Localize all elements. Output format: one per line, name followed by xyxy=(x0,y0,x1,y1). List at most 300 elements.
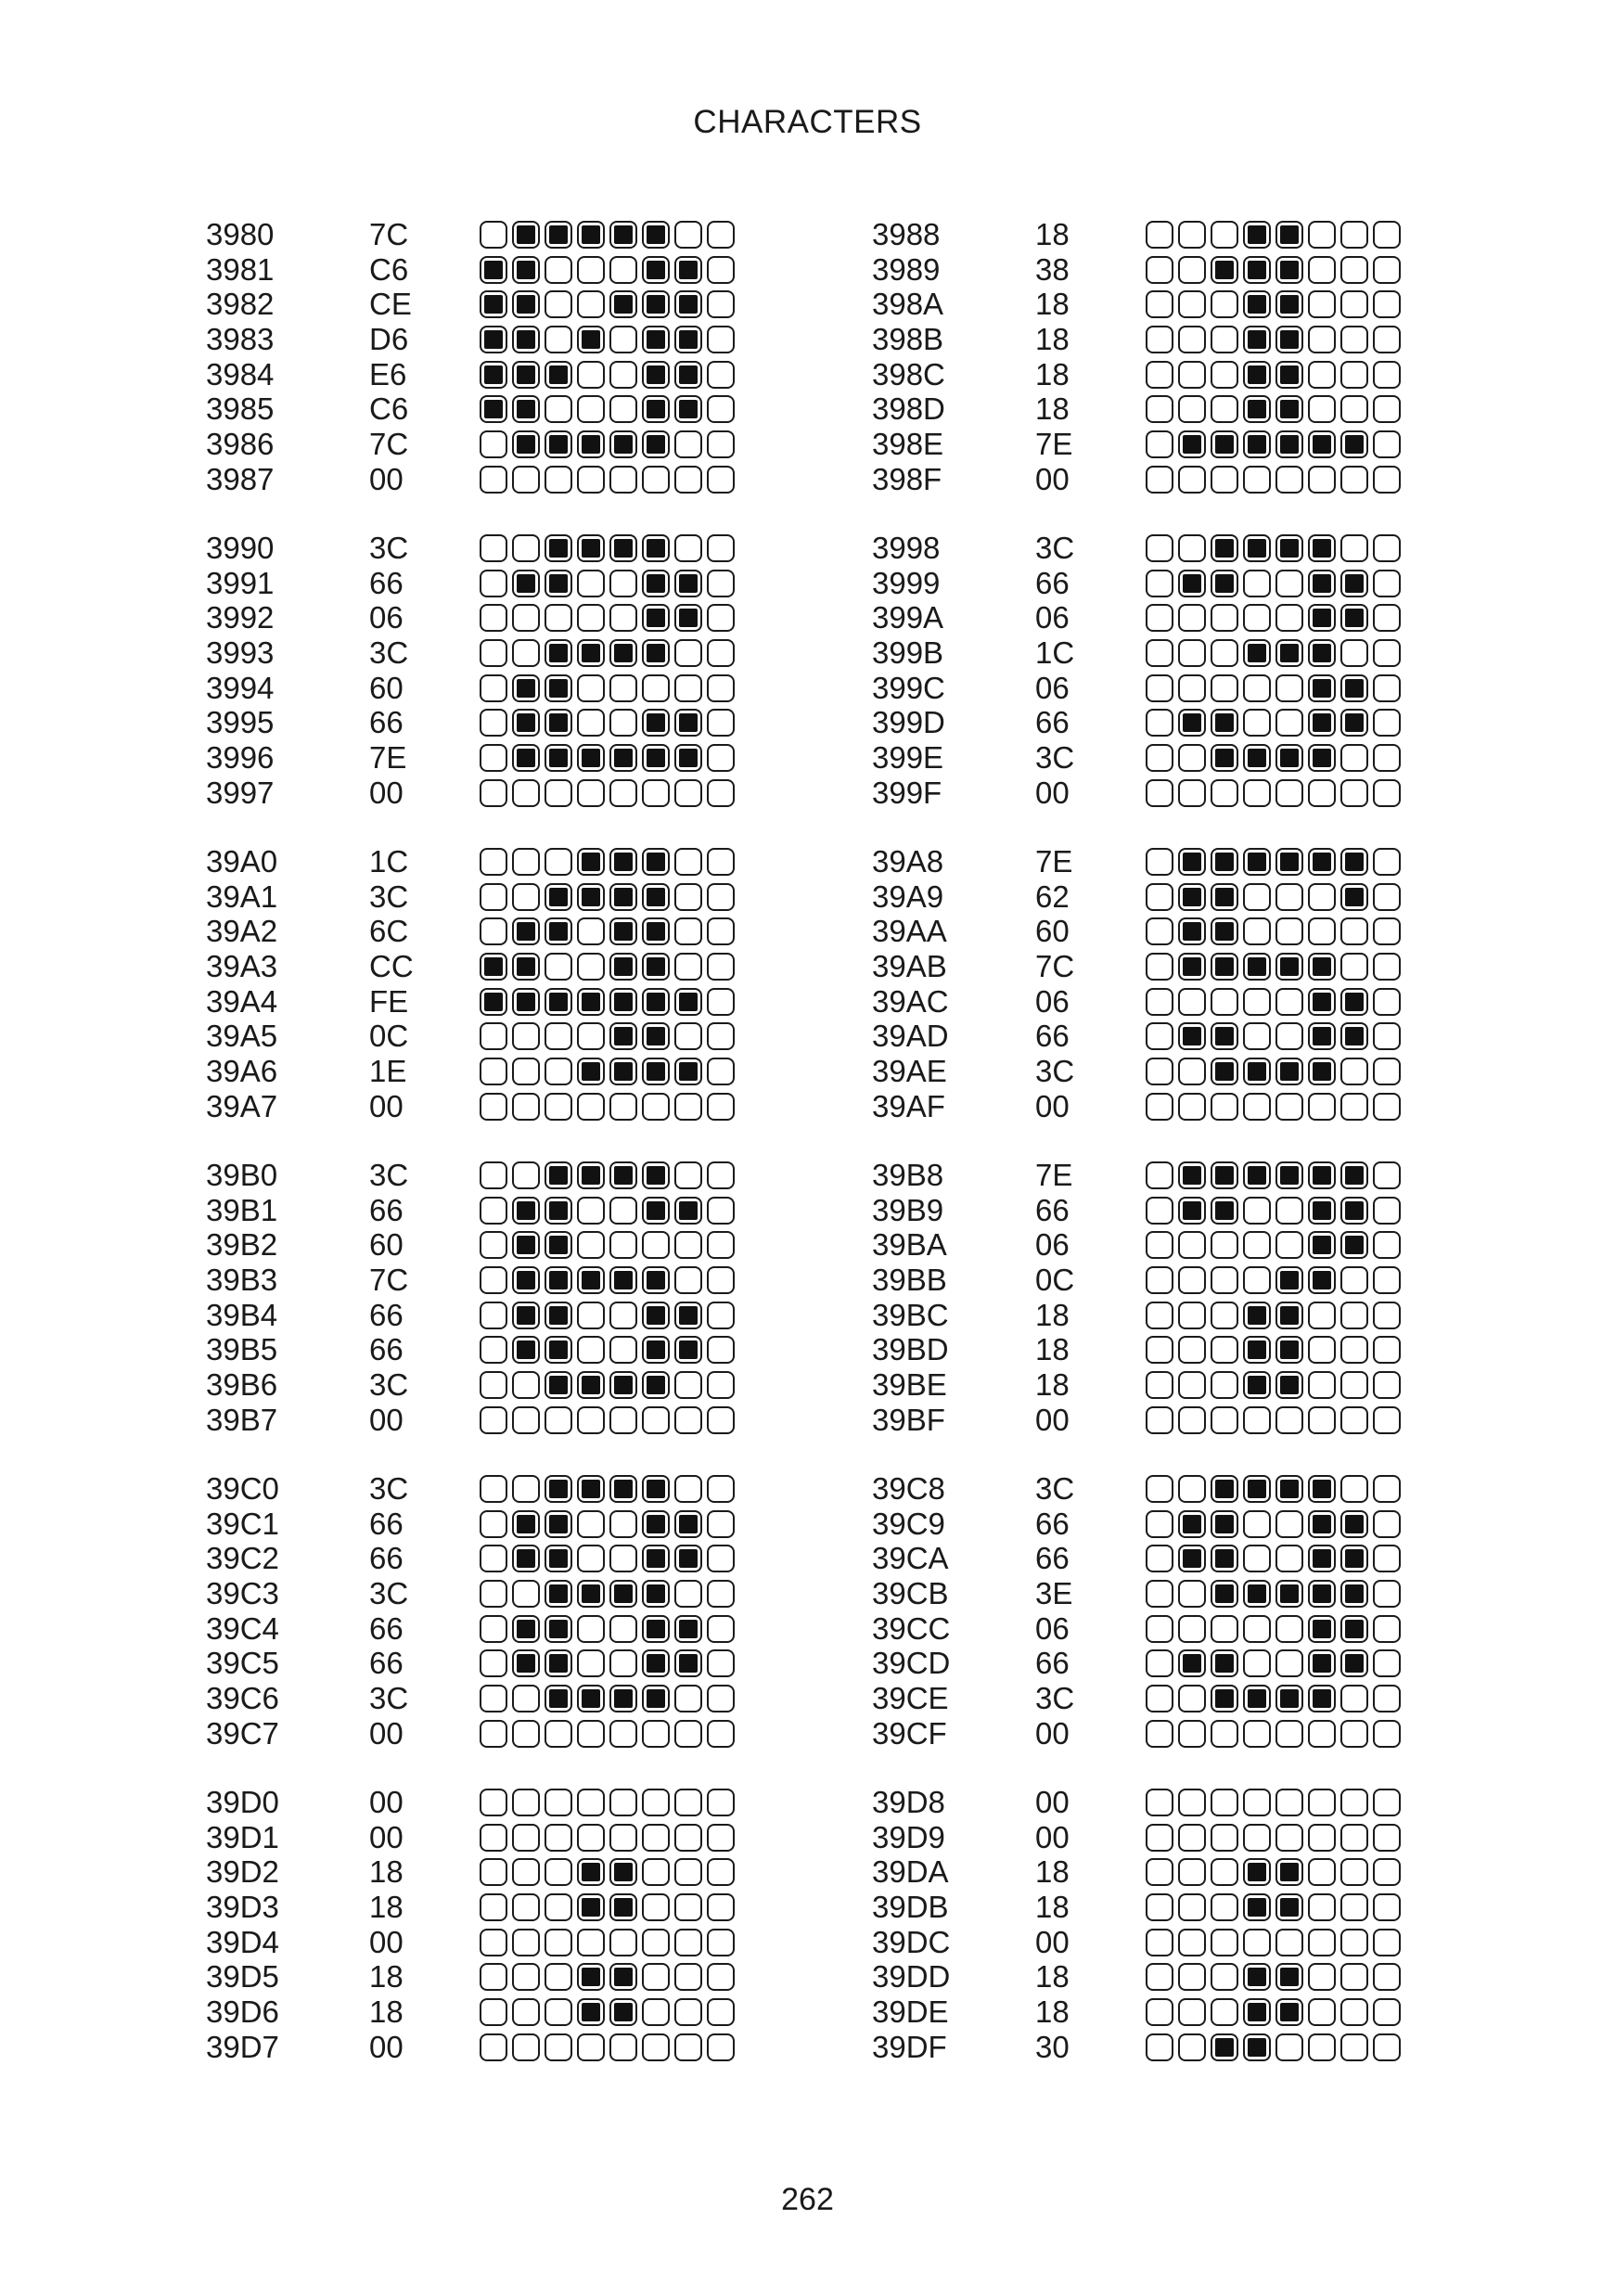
pixel-cell-off xyxy=(674,1789,702,1816)
pixel-cell-off xyxy=(1308,1371,1336,1399)
pixel-cell-off xyxy=(1178,361,1206,389)
pixel-cell-on xyxy=(1275,1058,1303,1085)
pixel-cell-off xyxy=(577,361,605,389)
pixel-cell-off xyxy=(674,883,702,911)
pixel-cell-off xyxy=(577,290,605,318)
pixel-cell-on xyxy=(1308,988,1336,1016)
pixel-cell-off xyxy=(1340,1336,1368,1364)
pixel-cell-on xyxy=(1275,326,1303,353)
pixel-cell-off xyxy=(512,1929,540,1956)
pixel-cell-off xyxy=(1373,1510,1401,1538)
pixel-cell-off xyxy=(609,1197,637,1225)
hex-value: 00 xyxy=(1035,1715,1070,1751)
hex-value: 00 xyxy=(369,1402,404,1437)
pixel-cell-off xyxy=(707,1685,735,1712)
pixel-cell-on xyxy=(609,1685,637,1712)
pixel-cell-off xyxy=(707,1231,735,1259)
pixel-cell-off xyxy=(1373,1545,1401,1572)
pixel-cell-off xyxy=(1146,779,1173,807)
pixel-cell-on xyxy=(545,570,572,597)
pixel-cell-on xyxy=(642,988,670,1016)
pixel-cell-on xyxy=(1178,917,1206,945)
pixel-cell-off xyxy=(1211,1302,1238,1329)
character-block xyxy=(206,1785,790,2063)
address-label: 3987 xyxy=(206,461,275,496)
address-label: 399B xyxy=(872,635,944,671)
pixel-cell-off xyxy=(1146,1510,1173,1538)
bitmap-row xyxy=(1146,1541,1405,1576)
pixel-cell-on xyxy=(1275,1963,1303,1991)
pixel-cell-off xyxy=(707,1266,735,1294)
pixel-cell-on xyxy=(545,1545,572,1572)
hex-value: 18 xyxy=(369,1890,404,1925)
pixel-cell-on xyxy=(1340,570,1368,597)
bitmap-row xyxy=(480,566,739,601)
bitmap-row xyxy=(1146,1959,1405,1995)
pixel-cell-off xyxy=(1373,1161,1401,1189)
bitmap-row xyxy=(1146,1890,1405,1925)
pixel-cell-off xyxy=(1243,1266,1271,1294)
hex-value: 66 xyxy=(369,1541,404,1576)
pixel-cell-on xyxy=(1178,430,1206,458)
pixel-cell-on xyxy=(1275,1580,1303,1608)
pixel-cell-on xyxy=(1211,2033,1238,2061)
address-label: 39A9 xyxy=(872,879,944,914)
pixel-cell-off xyxy=(577,256,605,284)
pixel-cell-on xyxy=(545,221,572,249)
pixel-cell-off xyxy=(707,1336,735,1364)
pixel-cell-on xyxy=(1243,1893,1271,1921)
pixel-cell-on xyxy=(512,953,540,981)
pixel-cell-on xyxy=(1308,1161,1336,1189)
pixel-cell-on xyxy=(1211,256,1238,284)
bitmap-row xyxy=(1146,2030,1405,2065)
pixel-cell-off xyxy=(1178,1093,1206,1121)
pixel-cell-on xyxy=(1308,1058,1336,1085)
pixel-cell-off xyxy=(1373,1893,1401,1921)
pixel-cell-off xyxy=(512,1858,540,1886)
pixel-cell-off xyxy=(707,326,735,353)
pixel-cell-off xyxy=(1243,604,1271,632)
pixel-cell-off xyxy=(1211,1093,1238,1121)
pixel-cell-on xyxy=(609,848,637,876)
pixel-cell-on xyxy=(1340,1580,1368,1608)
pixel-cell-off xyxy=(545,1022,572,1050)
address-label: 39D5 xyxy=(206,1959,279,1995)
bitmap-row xyxy=(480,1019,739,1054)
bitmap-row xyxy=(480,391,739,427)
pixel-cell-off xyxy=(707,1580,735,1608)
address-column xyxy=(872,1158,949,1438)
pixel-cell-on xyxy=(674,604,702,632)
pixel-cell-off xyxy=(1308,1789,1336,1816)
bitmap-row xyxy=(1146,1367,1405,1403)
pixel-cell-off xyxy=(1178,1615,1206,1643)
pixel-cell-off xyxy=(609,395,637,423)
pixel-cell-on xyxy=(1243,1302,1271,1329)
bitmap-row xyxy=(1146,776,1405,811)
pixel-cell-on xyxy=(1275,256,1303,284)
pixel-cell-off xyxy=(1340,1685,1368,1712)
pixel-cell-on xyxy=(577,430,605,458)
address-label: 3997 xyxy=(206,775,275,810)
pixel-cell-on xyxy=(609,1475,637,1503)
pixel-cell-on xyxy=(1308,1510,1336,1538)
pixel-cell-off xyxy=(1211,466,1238,494)
pixel-cell-off xyxy=(1146,326,1173,353)
address-label: 3995 xyxy=(206,705,275,740)
bitmap-row xyxy=(1146,1925,1405,1960)
pixel-cell-off xyxy=(480,1231,507,1259)
pixel-cell-on xyxy=(577,639,605,667)
bitmap-row xyxy=(1146,1193,1405,1228)
pixel-cell-off xyxy=(1308,1858,1336,1886)
pixel-cell-off xyxy=(1178,1963,1206,1991)
character-block xyxy=(872,1785,1456,2063)
pixel-cell-on xyxy=(674,1545,702,1572)
bitmap-row xyxy=(1146,879,1405,915)
pixel-cell-on xyxy=(577,848,605,876)
address-label: 3980 xyxy=(206,217,275,251)
pixel-cell-off xyxy=(1146,1685,1173,1712)
pixel-cell-off xyxy=(707,430,735,458)
character-block xyxy=(872,844,1456,1122)
pixel-cell-on xyxy=(1211,917,1238,945)
bitmap-row xyxy=(480,2030,739,2065)
pixel-cell-off xyxy=(577,570,605,597)
pixel-cell-on xyxy=(545,744,572,772)
bitmap-row xyxy=(480,322,739,357)
bitmap-row xyxy=(1146,1611,1405,1647)
pixel-cell-off xyxy=(707,2033,735,2061)
pixel-cell-off xyxy=(1211,1929,1238,1956)
pixel-cell-on xyxy=(1275,1371,1303,1399)
pixel-cell-off xyxy=(707,395,735,423)
hex-column xyxy=(1035,531,1074,811)
address-column xyxy=(206,1785,279,2065)
hex-column xyxy=(1035,1158,1074,1438)
bitmap-row xyxy=(1146,462,1405,497)
pixel-cell-off xyxy=(1340,1720,1368,1748)
pixel-cell-off xyxy=(674,1580,702,1608)
pixel-cell-off xyxy=(674,1685,702,1712)
pixel-cell-on xyxy=(1275,1161,1303,1189)
pixel-cell-off xyxy=(1211,1998,1238,2026)
address-column xyxy=(872,1471,950,1751)
pixel-cell-off xyxy=(674,1858,702,1886)
pixel-cell-off xyxy=(1308,1302,1336,1329)
pixel-cell-on xyxy=(1308,430,1336,458)
pixel-cell-on xyxy=(1243,361,1271,389)
pixel-cell-off xyxy=(1373,1406,1401,1434)
pixel-cell-on xyxy=(1243,1858,1271,1886)
pixel-cell-off xyxy=(577,1545,605,1572)
pixel-cell-off xyxy=(707,466,735,494)
address-label: 39CF xyxy=(872,1715,947,1751)
pixel-cell-on xyxy=(1178,1649,1206,1677)
pixel-cell-off xyxy=(1373,2033,1401,2061)
address-label: 39A3 xyxy=(206,949,278,984)
bitmap-row xyxy=(1146,1576,1405,1611)
pixel-cell-off xyxy=(1243,1510,1271,1538)
address-label: 39DA xyxy=(872,1854,949,1890)
address-label: 39BE xyxy=(872,1367,947,1403)
pixel-cell-on xyxy=(642,534,670,562)
pixel-cell-on xyxy=(1243,326,1271,353)
pixel-cell-on xyxy=(545,1510,572,1538)
pixel-cell-off xyxy=(1373,639,1401,667)
pixel-cell-on xyxy=(642,290,670,318)
pixel-cell-off xyxy=(1275,1093,1303,1121)
pixel-cell-off xyxy=(1178,744,1206,772)
pixel-cell-on xyxy=(1243,1580,1271,1608)
pixel-cell-off xyxy=(1340,1371,1368,1399)
address-label: 39DB xyxy=(872,1890,949,1925)
pixel-cell-off xyxy=(1146,361,1173,389)
pixel-cell-off xyxy=(1275,1406,1303,1434)
pixel-cell-on xyxy=(609,534,637,562)
pixel-cell-off xyxy=(1243,1929,1271,1956)
address-column xyxy=(206,1471,279,1751)
pixel-cell-off xyxy=(545,953,572,981)
pixel-cell-on xyxy=(1308,709,1336,737)
pixel-cell-off xyxy=(1373,1789,1401,1816)
pixel-cell-off xyxy=(545,2033,572,2061)
hex-value: 60 xyxy=(369,1227,404,1263)
pixel-cell-on xyxy=(609,1998,637,2026)
address-label: 39B9 xyxy=(872,1192,944,1227)
pixel-cell-off xyxy=(674,674,702,702)
hex-value: E6 xyxy=(369,356,407,391)
pixel-cell-off xyxy=(1340,744,1368,772)
pixel-cell-off xyxy=(1243,779,1271,807)
bitmap-row xyxy=(1146,357,1405,392)
pixel-cell-on xyxy=(545,674,572,702)
pixel-cell-off xyxy=(577,1197,605,1225)
address-label: 39BF xyxy=(872,1402,945,1437)
pixel-cell-off xyxy=(577,1510,605,1538)
pixel-cell-off xyxy=(609,604,637,632)
pixel-cell-on xyxy=(545,534,572,562)
pixel-cell-on xyxy=(1243,1475,1271,1503)
pixel-cell-off xyxy=(1146,1824,1173,1852)
address-label: 39AC xyxy=(872,983,949,1019)
pixel-cell-off xyxy=(1308,395,1336,423)
pixel-cell-on xyxy=(1243,534,1271,562)
hex-value: 18 xyxy=(1035,356,1070,391)
pixel-cell-off xyxy=(674,1475,702,1503)
pixel-cell-off xyxy=(1275,1510,1303,1538)
bitmap-row xyxy=(480,427,739,462)
pixel-cell-off xyxy=(480,430,507,458)
pixel-cell-on xyxy=(609,221,637,249)
pixel-cell-on xyxy=(609,639,637,667)
pixel-cell-on xyxy=(1308,1022,1336,1050)
address-label: 3982 xyxy=(206,287,275,322)
address-label: 39DC xyxy=(872,1924,951,1959)
pixel-cell-off xyxy=(707,1371,735,1399)
bitmap-row xyxy=(1146,984,1405,1020)
pixel-cell-off xyxy=(512,779,540,807)
bitmap-row xyxy=(1146,949,1405,984)
pixel-cell-off xyxy=(1243,466,1271,494)
pixel-cell-off xyxy=(707,674,735,702)
pixel-cell-off xyxy=(545,290,572,318)
pixel-cell-on xyxy=(1243,1685,1271,1712)
hex-value: 66 xyxy=(369,1297,404,1332)
character-block xyxy=(872,1471,1456,1750)
pixel-cell-on xyxy=(674,1058,702,1085)
pixel-cell-on xyxy=(642,1058,670,1085)
pixel-cell-off xyxy=(1146,290,1173,318)
address-label: 39D3 xyxy=(206,1890,279,1925)
pixel-cell-off xyxy=(1243,1720,1271,1748)
pixel-cell-on xyxy=(1308,1197,1336,1225)
pixel-cell-off xyxy=(1340,290,1368,318)
pixel-cell-on xyxy=(545,1302,572,1329)
pixel-cell-off xyxy=(1243,1197,1271,1225)
hex-value: 60 xyxy=(1035,914,1070,949)
pixel-cell-off xyxy=(577,1615,605,1643)
pixel-cell-on xyxy=(512,1266,540,1294)
pixel-cell-off xyxy=(1340,1929,1368,1956)
pixel-cell-off xyxy=(1373,395,1401,423)
pixel-cell-off xyxy=(707,883,735,911)
character-block xyxy=(872,531,1456,809)
pixel-cell-off xyxy=(577,1336,605,1364)
hex-value: 60 xyxy=(369,670,404,705)
hex-value: FE xyxy=(369,983,409,1019)
pixel-cell-off xyxy=(480,570,507,597)
pixel-cell-off xyxy=(707,1510,735,1538)
pixel-cell-on xyxy=(642,256,670,284)
pixel-cell-off xyxy=(707,709,735,737)
address-label: 39D0 xyxy=(206,1785,279,1819)
pixel-cell-on xyxy=(545,1266,572,1294)
pixel-cell-off xyxy=(1340,256,1368,284)
pixel-cell-off xyxy=(1373,1580,1401,1608)
pixel-cell-off xyxy=(1308,221,1336,249)
pixel-cell-on xyxy=(609,883,637,911)
pixel-cell-off xyxy=(1373,534,1401,562)
pixel-cell-off xyxy=(1178,326,1206,353)
hex-value: 66 xyxy=(369,1646,404,1681)
pixel-cell-off xyxy=(1373,848,1401,876)
pixel-cell-on xyxy=(577,1475,605,1503)
hex-value: 66 xyxy=(1035,705,1070,740)
bitmap-row xyxy=(480,1298,739,1333)
pixel-cell-on xyxy=(1211,1649,1238,1677)
pixel-cell-on xyxy=(480,988,507,1016)
pixel-cell-on xyxy=(512,744,540,772)
pixel-cell-off xyxy=(609,1093,637,1121)
address-column xyxy=(206,217,274,497)
bitmap-row xyxy=(1146,1158,1405,1193)
pixel-cell-off xyxy=(674,1406,702,1434)
address-label: 3998 xyxy=(872,531,941,565)
hex-value: 18 xyxy=(369,1995,404,2030)
pixel-cell-on xyxy=(609,1580,637,1608)
pixel-cell-off xyxy=(545,326,572,353)
pixel-cell-off xyxy=(1243,1649,1271,1677)
pixel-cell-off xyxy=(577,1824,605,1852)
pixel-cell-off xyxy=(480,466,507,494)
pixel-cell-off xyxy=(707,1406,735,1434)
pixel-cell-off xyxy=(609,709,637,737)
pixel-cell-on xyxy=(480,290,507,318)
hex-value: 3E xyxy=(1035,1576,1073,1611)
pixel-cell-on xyxy=(512,674,540,702)
address-label: 39BD xyxy=(872,1332,949,1367)
hex-value: 7C xyxy=(1035,949,1075,984)
pixel-cell-on xyxy=(1178,570,1206,597)
character-block xyxy=(206,844,790,1122)
pixel-cell-off xyxy=(480,1789,507,1816)
pixel-cell-on xyxy=(1308,1266,1336,1294)
pixel-cell-off xyxy=(545,1789,572,1816)
pixel-cell-off xyxy=(512,2033,540,2061)
bitmap-row xyxy=(480,914,739,949)
pixel-cell-off xyxy=(609,570,637,597)
hex-value: 06 xyxy=(1035,983,1070,1019)
bitmap-grid xyxy=(480,1785,739,2065)
pixel-cell-on xyxy=(642,570,670,597)
pixel-cell-off xyxy=(707,290,735,318)
hex-value: 06 xyxy=(1035,1610,1070,1646)
pixel-cell-off xyxy=(1373,1266,1401,1294)
pixel-cell-off xyxy=(707,570,735,597)
pixel-cell-off xyxy=(1373,1197,1401,1225)
pixel-cell-on xyxy=(609,1022,637,1050)
pixel-cell-on xyxy=(642,1197,670,1225)
address-label: 3999 xyxy=(872,565,941,600)
pixel-cell-on xyxy=(1340,604,1368,632)
bitmap-row xyxy=(1146,1785,1405,1820)
pixel-cell-on xyxy=(1308,1615,1336,1643)
pixel-cell-off xyxy=(609,2033,637,2061)
hex-value: 06 xyxy=(369,600,404,635)
pixel-cell-off xyxy=(707,1789,735,1816)
pixel-cell-on xyxy=(1340,1510,1368,1538)
pixel-cell-on xyxy=(642,917,670,945)
address-label: 3993 xyxy=(206,635,275,671)
pixel-cell-off xyxy=(1275,604,1303,632)
bitmap-row xyxy=(1146,740,1405,776)
pixel-cell-on xyxy=(1275,953,1303,981)
address-label: 39C6 xyxy=(206,1681,279,1716)
pixel-cell-off xyxy=(1211,639,1238,667)
pixel-cell-on xyxy=(642,1649,670,1677)
pixel-cell-on xyxy=(674,326,702,353)
pixel-cell-off xyxy=(1340,395,1368,423)
bitmap-grid xyxy=(1146,531,1405,811)
pixel-cell-off xyxy=(1340,221,1368,249)
pixel-cell-on xyxy=(642,709,670,737)
page-number: 262 xyxy=(781,2182,834,2217)
pixel-cell-on xyxy=(1275,221,1303,249)
pixel-cell-on xyxy=(545,917,572,945)
address-label: 39C3 xyxy=(206,1576,279,1611)
pixel-cell-off xyxy=(642,1893,670,1921)
pixel-cell-off xyxy=(707,1963,735,1991)
hex-value: 66 xyxy=(369,1332,404,1367)
pixel-cell-on xyxy=(1275,1336,1303,1364)
pixel-cell-on xyxy=(1211,1580,1238,1608)
pixel-cell-off xyxy=(1178,639,1206,667)
pixel-cell-on xyxy=(674,1336,702,1364)
bitmap-row xyxy=(1146,1681,1405,1716)
hex-value: 1C xyxy=(369,844,409,879)
